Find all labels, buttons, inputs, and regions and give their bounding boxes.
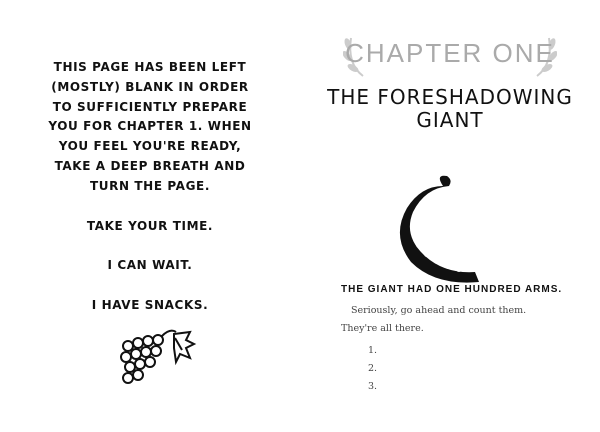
paragraph: I CAN WAIT. xyxy=(107,258,193,273)
paragraph: I HAVE SNACKS. xyxy=(91,298,209,313)
list-item: 3. xyxy=(368,381,378,392)
chapter-title: THE FORESHADOWING GIANT xyxy=(327,85,573,132)
numbered-list xyxy=(368,342,377,396)
list-item: 1. xyxy=(368,345,378,356)
chapter-label: CHAPTER ONE xyxy=(345,38,555,68)
list-item: 2. xyxy=(368,363,378,374)
paragraph: TAKE YOUR TIME. xyxy=(86,218,214,233)
left-page-text xyxy=(20,58,280,336)
tentacle-icon xyxy=(395,172,485,284)
lead-sentence: THE GIANT HAD ONE HUNDRED ARMS. xyxy=(341,284,563,295)
body-paragraph: Seriously, go ahead and count them. They're all there. xyxy=(341,305,527,334)
intro-paragraph: THIS PAGE HAS BEEN LEFT (MOSTLY) BLANK IN ORDER TO SUFFICIENTLY PREPARE YOU FOR CHAPTER 1. WHEN YOU FEEL YOU'RE READY, TAKE A DEEP BREATH AND TURN THE PAGE. xyxy=(48,60,252,193)
grapes-icon xyxy=(118,326,198,388)
